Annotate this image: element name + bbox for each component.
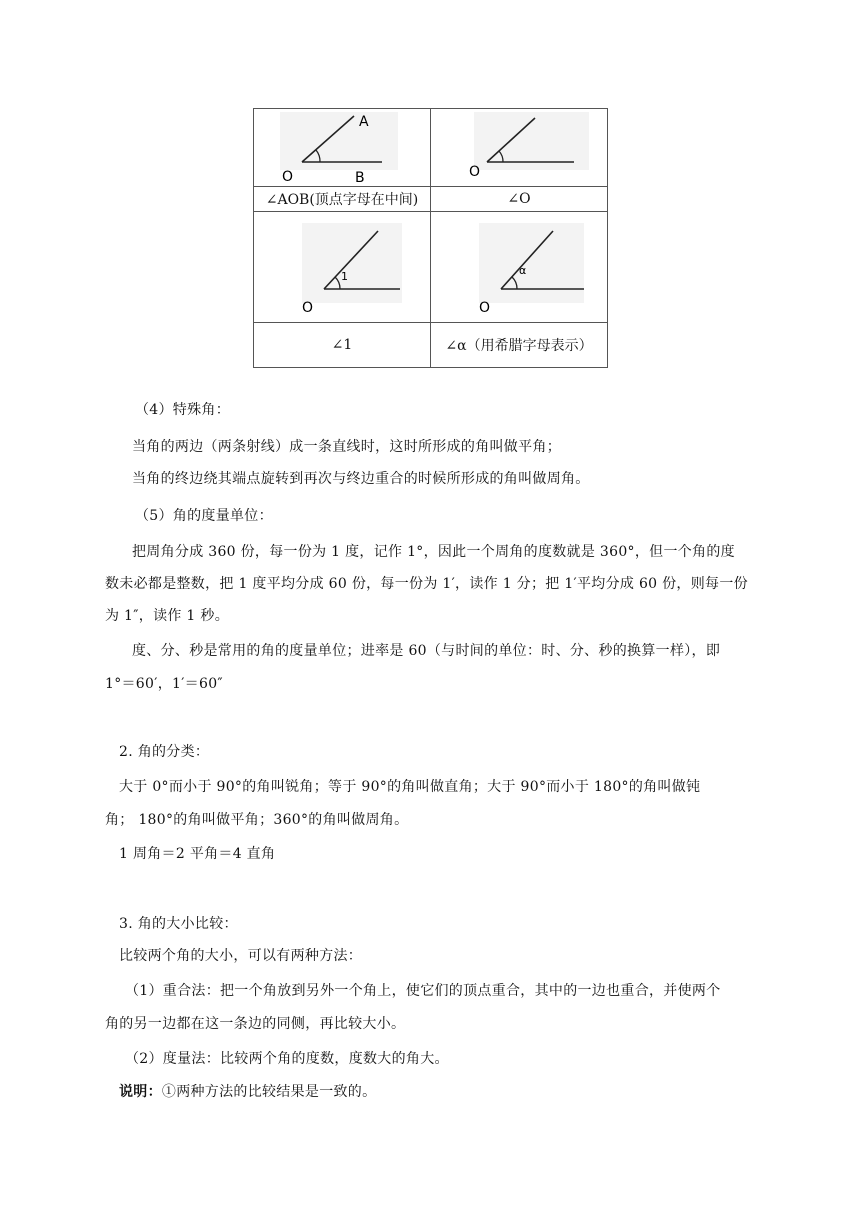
angle-figure-alpha xyxy=(431,212,608,323)
angle-alpha-diagram xyxy=(449,217,589,317)
paragraph-units-1: 把周角分成 360 份，每一份为 1 度，记作 1°，因此一个周角的度数就是 360°，但一个角的度 xyxy=(132,544,735,560)
label-o: O xyxy=(479,300,491,316)
caption-aob xyxy=(254,187,431,212)
paragraph-classification-2: 角； 180°的角叫做平角；360°的角叫做周角。 xyxy=(105,812,409,828)
note-text: ①两种方法的比较结果是一致的。 xyxy=(161,1084,377,1100)
caption-1 xyxy=(254,323,431,368)
section-5-title: （5）角的度量单位： xyxy=(135,508,273,524)
paragraph-conversion-2: 1°＝60′，1′＝60″ xyxy=(105,676,223,692)
paragraph-classification-1: 大于 0°而小于 90°的角叫锐角；等于 90°的角叫做直角；大于 90°而小于 180°的角叫做钝 xyxy=(119,779,701,795)
caption-text: ∠1 xyxy=(331,337,353,353)
angle-1-diagram xyxy=(272,217,412,317)
heading-comparison: 3. 角的大小比较： xyxy=(119,916,238,932)
label-1: 1 xyxy=(341,270,348,283)
paragraph-units-3: 为 1″，读作 1 秒。 xyxy=(105,608,229,624)
paragraph-methods: 比较两个角的大小，可以有两种方法： xyxy=(119,948,363,964)
paragraph-overlap-method-1: （1）重合法：把一个角放到另外一个角上，使它们的顶点重合，其中的一边也重合，并使两个 xyxy=(125,983,721,999)
angle-notation-table xyxy=(253,108,608,368)
caption-alpha xyxy=(431,323,608,368)
paragraph-units-2: 数未必都是整数，把 1 度平均分成 60 份，每一份为 1′，读作 1 分；把 1′平均分成 60 份，则每一份 xyxy=(105,576,748,592)
label-o: O xyxy=(302,300,314,316)
heading-classification: 2. 角的分类： xyxy=(119,744,210,760)
label-b: B xyxy=(355,170,365,185)
label-o: O xyxy=(282,169,294,185)
paragraph-relation: 1 周角＝2 平角＝4 直角 xyxy=(119,846,276,862)
section-4-title: （4）特殊角： xyxy=(135,402,231,418)
note-label: 说明： xyxy=(119,1084,162,1100)
label-alpha: α xyxy=(519,264,527,277)
paragraph-round-angle: 当角的终边绕其端点旋转到再次与终边重合的时候所形成的角叫做周角。 xyxy=(132,471,590,487)
angle-aob-diagram xyxy=(272,110,412,185)
angle-figure-1 xyxy=(254,212,431,323)
caption-text: ∠AOB(顶点字母在中间) xyxy=(265,192,419,208)
label-a: A xyxy=(359,114,369,130)
angle-figure-aob xyxy=(254,109,431,187)
note-line xyxy=(119,1081,376,1103)
paragraph-straight-angle: 当角的两边（两条射线）成一条直线时，这时所形成的角叫做平角； xyxy=(132,439,561,455)
caption-text: ∠α（用希腊字母表示） xyxy=(445,338,593,354)
paragraph-overlap-method-2: 角的另一边都在这一条边的同侧，再比较大小。 xyxy=(105,1016,406,1032)
caption-text: ∠O xyxy=(507,191,531,207)
paragraph-conversion-1: 度、分、秒是常用的角的度量单位；进率是 60（与时间的单位：时、分、秒的换算一样），即 xyxy=(132,643,721,659)
label-o: O xyxy=(469,164,481,180)
angle-figure-o xyxy=(431,109,608,187)
caption-o xyxy=(431,187,608,212)
angle-o-diagram xyxy=(449,110,589,185)
paragraph-measure-method: （2）度量法：比较两个角的度数，度数大的角大。 xyxy=(125,1051,449,1067)
